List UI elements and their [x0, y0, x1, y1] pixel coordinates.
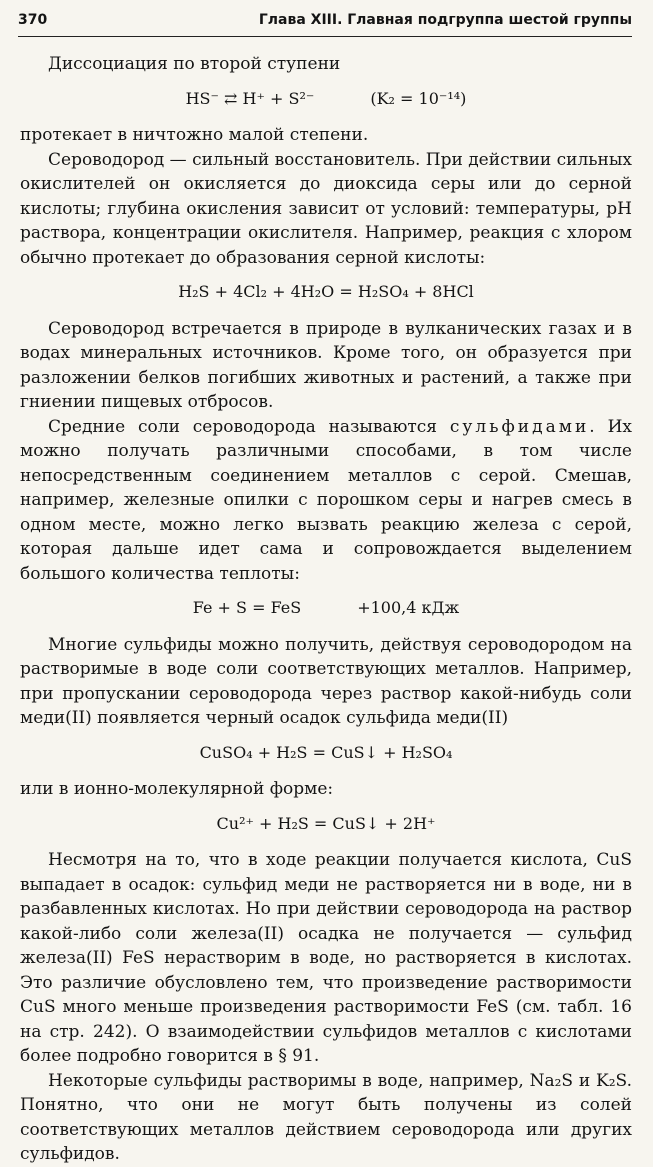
sulfides-term: сульфидами [449, 416, 590, 437]
paragraph-reducing-agent: Сероводород — сильный восстановитель. При действии сильных окислителей он окисляется до диоксида серы или до серной кислоты; глубина окисления зависит от условий: температуры, pH раствора, концентрации окислителя. Например, реакция с хлором обычно протекает до образования серной кислоты: [20, 149, 632, 268]
equation-copper-sulfate [20, 741, 632, 766]
paragraph-sulfides [20, 415, 632, 587]
equation-ionic [20, 812, 632, 837]
paragraph-minor-degree: протекает в ничтожно малой степени. [20, 125, 369, 145]
equation-chlorine-text: H₂S + 4Cl₂ + 4H₂O = H₂SO₄ + 8HCl [178, 282, 474, 301]
sulfides-text-end: . Их можно получать различными способами, в том числе непосредственным соединением металлов с серой. Смешав, например, железные опилки с порошком серы и нагрев смесь в одном месте, можно легко вызвать реакцию железа с серой, которая дальше идет сама и сопровождается выделением большого количества теплоты: [20, 416, 632, 584]
paragraph-soluble-sulfides: Некоторые сульфиды растворимы в воде, например, Na₂S и K₂S. Понятно, что они не могут быть получены из солей соответствующих металлов действием сероводорода или других сульфидов. [20, 1070, 632, 1164]
paragraph-dissociation: Диссоциация по второй ступени [48, 54, 341, 74]
page-number: 370 [18, 12, 48, 28]
sulfides-text-start: Средние соли сероводорода называются [48, 416, 450, 437]
equation-dissociation-constant: (K₂ = 10⁻¹⁴) [370, 88, 467, 108]
paragraph-copper-sulfide: Многие сульфиды можно получить, действуя сероводородом на растворимые в воде соли соответствующих металлов. Например, при пропускании сероводорода через раствор какой-нибудь соли меди(II) появляется черный осадок сульфида меди(II) [20, 634, 632, 728]
header-rule [18, 36, 632, 37]
equation-iron-sulfur-heat: +100,4 кДж [357, 598, 460, 617]
page-body [20, 52, 632, 1167]
equation-dissociation [20, 87, 632, 112]
equation-dissociation-reaction: HS⁻ ⇄ H⁺ + S²⁻ [185, 88, 315, 108]
equation-iron-sulfur [20, 596, 632, 621]
equation-iron-sulfur-reaction: Fe + S = FeS [192, 598, 302, 617]
equation-chlorine [20, 280, 632, 305]
equation-ionic-text: Cu²⁺ + H₂S = CuS↓ + 2H⁺ [216, 813, 436, 833]
equation-copper-sulfate-text: CuSO₄ + H₂S = CuS↓ + H₂SO₄ [199, 742, 453, 762]
paragraph-solubility: Несмотря на то, что в ходе реакции получается кислота, CuS выпадает в осадок: сульфид меди не растворяется ни в воде, ни в разбавленных кислотах. Но при действии сероводорода на раствор какой-либо соли железа(II) осадка не получается — сульфид железа(II) FeS нерастворим в воде, но растворяется в кислотах. Это различие обусловлено тем, что произведение растворимости CuS много меньше произведения растворимости FeS (см. табл. 16 на стр. 242). О взаимодействии сульфидов металлов с кислотами более подробно говорится в § 91. [20, 850, 632, 1066]
running-head: Глава XIII. Главная подгруппа шестой группы [258, 12, 632, 28]
page-header [18, 12, 632, 36]
paragraph-ionic-form: или в ионно-молекулярной форме: [20, 779, 334, 799]
paragraph-natural-occurrence: Сероводород встречается в природе в вулканических газах и в водах минеральных источников. Кроме того, он образуется при разложении белков погибших животных и растений, а также при гниении пищевых отбросов. [20, 318, 632, 412]
